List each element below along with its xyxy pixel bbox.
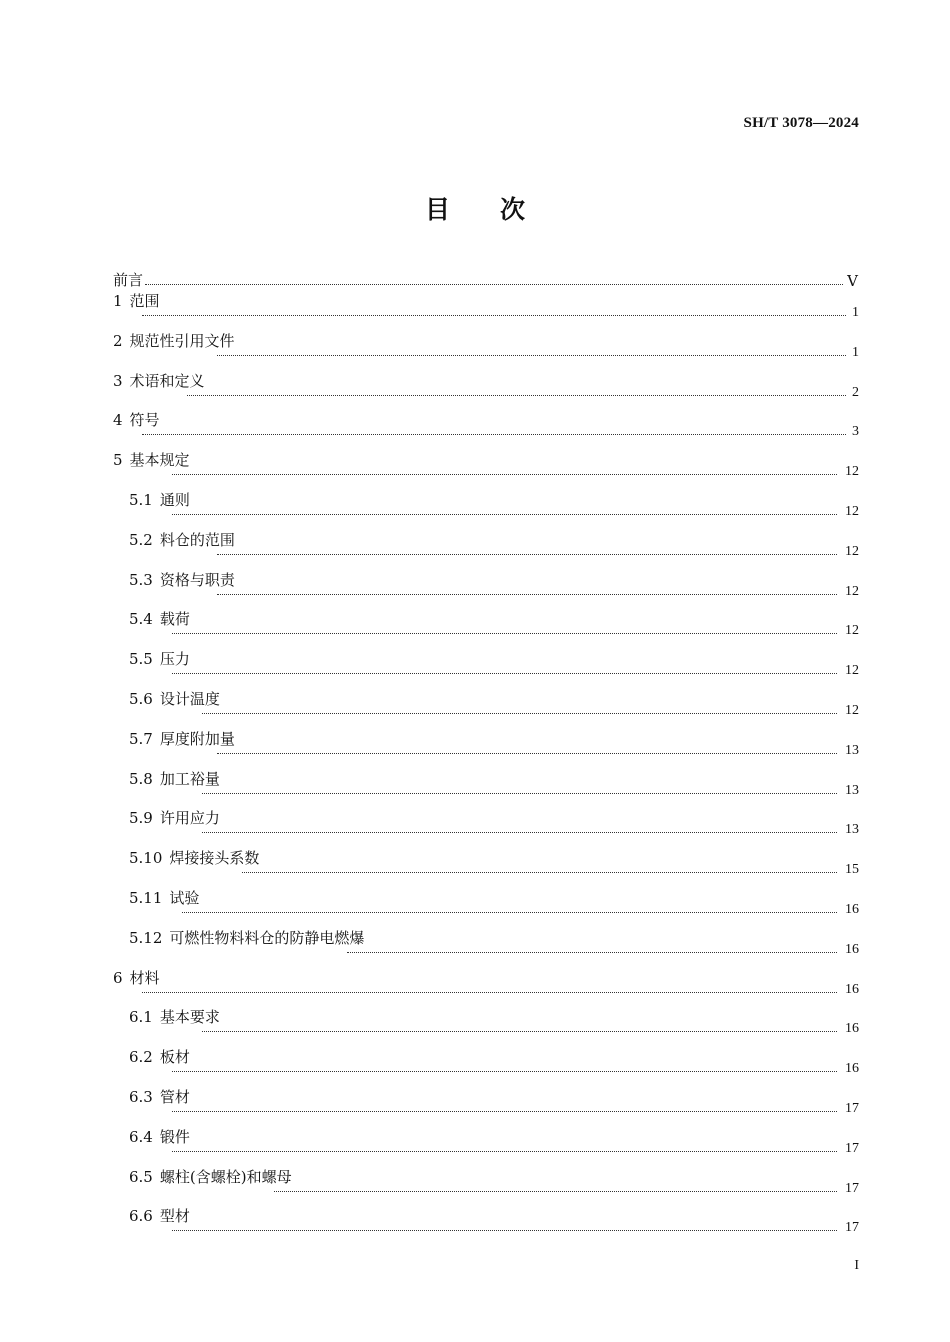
toc-entry-heading [129,1006,220,1028]
title-char-2: 次 [500,195,526,224]
toc-entry-page: 12 [845,623,859,639]
dot-leader [172,474,837,475]
toc-entry-heading [129,1086,190,1108]
toc-entry[interactable] [0,847,950,887]
toc-entry-number: 6.3 [129,1088,153,1106]
toc-entry-number: 5.8 [129,769,153,788]
toc-entry-label: 螺柱(含螺栓)和螺母 [159,1167,292,1186]
toc-entry[interactable] [0,927,950,967]
toc-entry-page: 15 [845,862,859,878]
dot-leader [182,912,837,913]
toc-entry-number: 5.5 [129,650,153,669]
toc-entry[interactable] [0,489,950,529]
toc-entry-label: 基本规定 [129,451,190,470]
toc-entry-number: 5.3 [129,570,153,589]
toc-entry-page: 16 [845,981,859,997]
toc-entry-heading [129,569,235,591]
toc-entry-heading [129,529,235,551]
toc-entry[interactable] [0,409,950,449]
toc-entry-number: 2 [113,331,123,350]
dot-leader [145,283,843,285]
toc-entry-heading [129,847,259,869]
toc-entry-number: 6 [113,968,123,987]
toc-entry-page: 13 [845,822,859,838]
toc-entry-heading [113,409,160,431]
toc-entry-label: 板材 [159,1048,190,1067]
toc-entry-page: 12 [845,543,859,559]
toc-entry[interactable] [0,967,950,1007]
toc-entry[interactable] [0,370,950,410]
toc-entry-label: 材料 [129,968,160,987]
toc-entry-heading [113,290,160,312]
toc-entry-label: 料仓的范围 [159,530,235,549]
toc-entry-number: 1 [113,292,123,310]
title-char-1: 目 [424,195,450,224]
toc-entry-number: 6.1 [129,1008,153,1027]
dot-leader [187,395,846,396]
toc-entry[interactable] [0,449,950,489]
toc-entry-page: 12 [845,504,859,519]
dot-leader [202,1031,837,1032]
toc-entry-heading [129,1126,190,1148]
toc-entry[interactable] [0,887,950,927]
toc-entry-page: 12 [845,583,859,599]
toc-entry-heading [129,608,190,630]
toc-entry-label: 规范性引用文件 [129,331,235,350]
toc-entry-label: 设计温度 [159,690,220,708]
toc-entry-page: 12 [845,464,859,480]
toc-entry-heading [129,1205,190,1227]
dot-leader [142,434,846,435]
toc-entry-label: 可燃性物料料仓的防静电燃爆 [169,928,365,947]
dot-leader [217,594,837,595]
toc-entry[interactable] [0,728,950,768]
toc-entry[interactable] [0,768,950,808]
dot-leader [347,952,837,953]
toc-entry-page: 13 [845,742,859,758]
toc-entry-label: 锻件 [159,1127,190,1146]
toc-entry-label: 载荷 [159,610,190,629]
toc-entry-number: 4 [113,411,123,430]
toc-entry-heading [113,449,190,471]
toc-entry-label: 厚度附加量 [159,729,235,748]
toc-entry-number: 5.10 [129,849,163,868]
toc-entry[interactable] [0,688,950,728]
toc-entry-heading [129,489,190,511]
toc-entry-heading [129,688,220,710]
page-title [0,190,950,226]
toc-entry-heading [113,330,235,352]
dot-leader [172,1230,837,1231]
dot-leader [142,315,846,316]
dot-leader [172,514,837,515]
dot-leader [202,713,837,714]
toc-entry-heading [113,370,205,392]
dot-leader [202,793,837,794]
toc-entry-heading [129,1166,292,1188]
toc-entry-number: 6.2 [129,1048,153,1067]
toc-entry[interactable] [0,1086,950,1126]
toc-entry-page: 1 [852,305,859,320]
toc-entry-page: 2 [852,384,859,400]
standard-code: SH/T 3078—2024 [743,115,859,131]
toc-entry-page: 17 [845,1101,859,1116]
toc-entry-label: 前言 [113,271,144,289]
dot-leader [172,673,837,674]
dot-leader [217,753,837,754]
toc-entry-page: 17 [845,1220,859,1236]
toc-entry-heading [113,967,160,989]
toc-entry-number: 5.6 [129,690,153,708]
toc-entry[interactable] [0,807,950,847]
toc-entry[interactable] [0,608,950,648]
toc-entry-page: 16 [845,1061,859,1077]
page-number: I [854,1258,859,1273]
toc-entry-label: 加工裕量 [159,769,220,788]
toc-entry-label: 术语和定义 [129,371,205,390]
toc-entry[interactable] [0,569,950,609]
toc-entry[interactable] [0,648,950,688]
toc-entry-label: 通则 [159,491,190,509]
toc-entry-label: 试验 [169,889,200,907]
toc-entry[interactable] [0,1126,950,1166]
toc-entry[interactable] [0,330,950,370]
toc-entry-page: 16 [845,902,859,917]
toc-entry-number: 6.5 [129,1167,153,1186]
dot-leader [172,633,837,634]
toc-entry-label: 范围 [129,292,160,310]
toc-entry-heading [129,648,190,670]
toc-entry-page: 3 [852,424,859,440]
toc-entry-label: 许用应力 [159,809,220,828]
dot-leader [274,1191,837,1192]
toc-entry-label: 基本要求 [159,1008,220,1027]
toc-entry-label: 型材 [159,1207,190,1226]
toc-entry[interactable] [0,1166,950,1206]
toc-entry-number: 5.4 [129,610,153,629]
toc-entry-number: 5.1 [129,491,153,509]
toc-entry-page: 13 [845,782,859,798]
dot-leader [217,355,846,356]
toc-entry-number: 3 [113,371,123,390]
toc-entry-number: 6.4 [129,1127,153,1146]
toc-entry[interactable] [0,290,950,330]
toc-entry[interactable] [0,529,950,569]
toc-entry-number: 5.12 [129,928,163,947]
toc-entry-page: 1 [852,344,859,360]
toc-entry-heading [129,1046,190,1068]
toc-entry-page: 12 [845,703,859,718]
toc-entry-number: 5 [113,451,123,470]
toc-entry-label: 资格与职责 [159,570,235,589]
toc-entry-heading [129,887,199,909]
toc-entry-page: 17 [845,1180,859,1196]
dot-leader [172,1111,837,1112]
toc-entry[interactable] [0,1006,950,1046]
toc-entry-number: 5.11 [129,889,163,907]
toc-entry-page: V [847,272,858,290]
dot-leader [172,1071,837,1072]
toc-entry[interactable] [0,1205,950,1245]
toc-entry-label: 符号 [129,411,160,430]
toc-entry-number: 5.7 [129,729,153,748]
toc-entry-page: 16 [845,941,859,957]
toc-entry-label: 压力 [159,650,190,669]
toc-entry-heading [129,807,220,829]
toc-entry-number: 5.2 [129,530,153,549]
dot-leader [242,872,837,873]
toc-entry-foreword[interactable] [113,268,858,290]
dot-leader [202,832,837,833]
toc-entry-page: 12 [845,663,859,679]
toc-entry-number: 6.6 [129,1207,153,1226]
toc-entry-number: 5.9 [129,809,153,828]
dot-leader [142,992,837,993]
toc-entry[interactable] [0,1046,950,1086]
toc-entry-page: 17 [845,1140,859,1156]
dot-leader [172,1151,837,1152]
dot-leader [217,554,837,555]
toc-entry-label: 焊接接头系数 [169,849,260,868]
toc-entry-heading [129,768,220,790]
toc-entry-heading [129,927,364,949]
toc-entry-heading [129,728,235,750]
toc-entry-page: 16 [845,1021,859,1037]
toc-entry-label: 管材 [159,1088,190,1106]
